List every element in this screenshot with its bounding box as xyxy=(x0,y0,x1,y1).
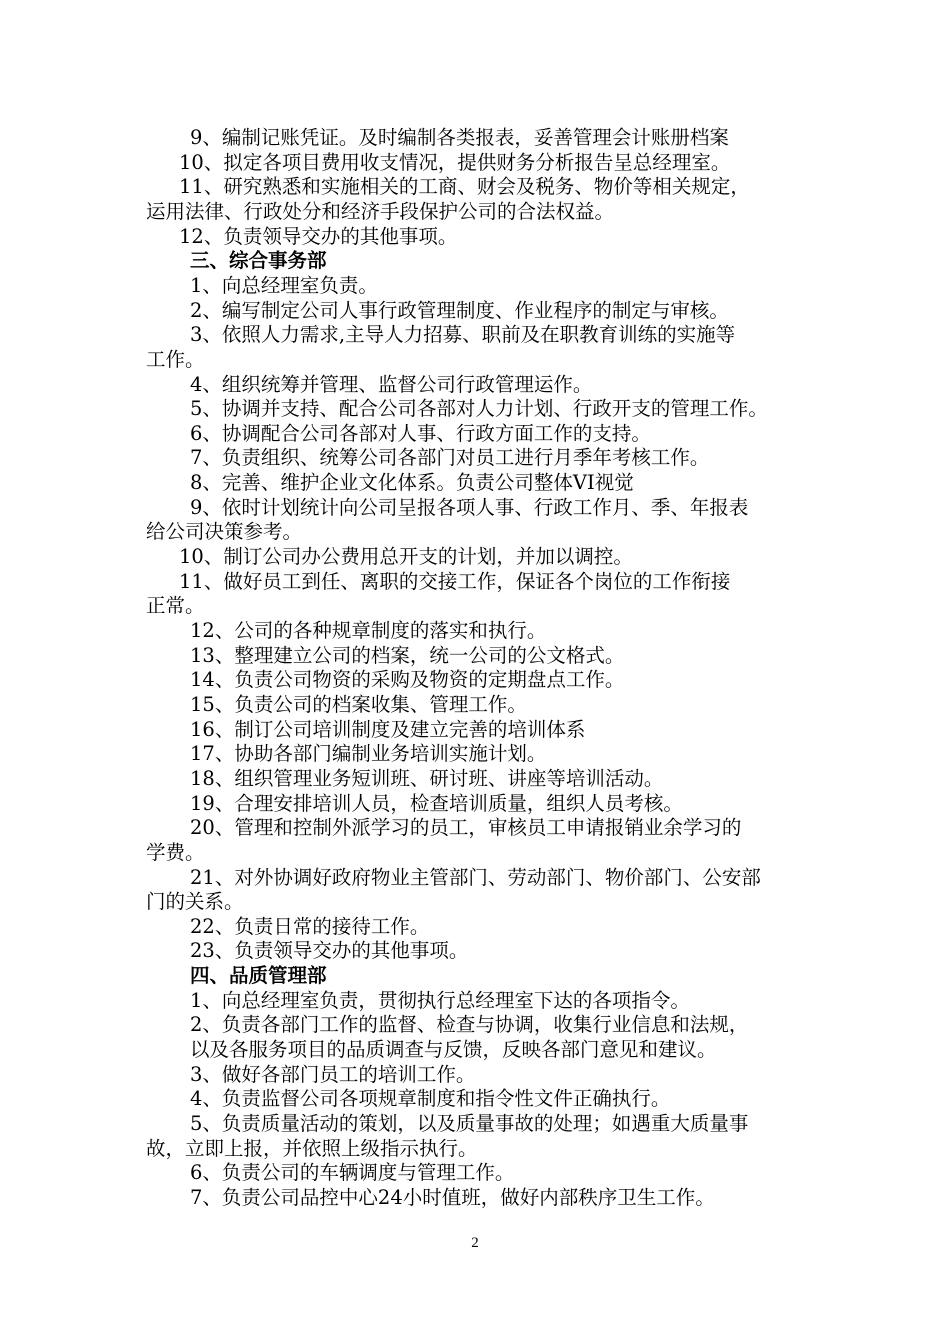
text-line: 7、负责公司品控中心24小时值班，做好内部秩序卫生工作。 xyxy=(190,1186,715,1209)
text-line: 18、组织管理业务短训班、研讨班、讲座等培训活动。 xyxy=(190,766,664,790)
text-line: 4、组织统筹并管理、监督公司行政管理运作。 xyxy=(190,372,593,396)
text-line: 20、管理和控制外派学习的员工，审核员工申请报销业余学习的 xyxy=(190,816,742,840)
text-line: 学费。 xyxy=(146,840,205,864)
text-line: 16、制订公司培训制度及建立完善的培训体系 xyxy=(190,717,586,741)
text-line: 10、制订公司办公费用总开支的计划，并加以调控。 xyxy=(179,545,633,568)
text-line: 17、协助各部门编制业务培训实施计划。 xyxy=(190,742,547,766)
text-line: 2、负责各部门工作的监督、检查与协调，收集行业信息和法规， xyxy=(190,1013,749,1037)
text-line: 正常。 xyxy=(146,594,205,618)
text-line: 2、编写制定公司人事行政管理制度、作业程序的制定与审核。 xyxy=(190,298,729,322)
text-line: 19、合理安排培训人员，检查培训质量，组织人员考核。 xyxy=(190,791,683,815)
section-heading: 四、品质管理部 xyxy=(190,964,327,988)
text-line: 9、编制记账凭证。及时编制各类报表，妥善管理会计账册档案 xyxy=(190,126,729,149)
text-line: 以及各服务项目的品质调查与反馈，反映各部门意见和建议。 xyxy=(190,1038,717,1061)
page-number: 2 xyxy=(471,1235,479,1251)
text-line: 5、协调并支持、配合公司各部对人力计划、行政开支的管理工作。 xyxy=(190,397,768,421)
text-line: 15、负责公司的档案收集、管理工作。 xyxy=(190,692,527,716)
text-line: 1、向总经理室负责。 xyxy=(190,273,378,297)
text-line: 22、负责日常的接待工作。 xyxy=(190,914,430,938)
text-line: 14、负责公司物资的采购及物资的定期盘点工作。 xyxy=(190,668,625,692)
text-line: 12、公司的各种规章制度的落实和执行。 xyxy=(190,619,547,642)
text-line: 4、负责监督公司各项规章制度和指令性文件正确执行。 xyxy=(190,1087,671,1111)
text-line: 门的关系。 xyxy=(146,890,244,914)
text-line: 故，立即上报，并依照上级指示执行。 xyxy=(146,1136,478,1160)
text-line: 21、对外协调好政府物业主管部门、劳动部门、物价部门、公安部 xyxy=(190,865,761,889)
text-line: 6、协调配合公司各部对人事、行政方面工作的支持。 xyxy=(190,421,651,445)
text-line: 运用法律、行政处分和经济手段保护公司的合法权益。 xyxy=(146,199,615,223)
text-line: 23、负责领导交办的其他事项。 xyxy=(190,939,469,963)
text-line: 11、研究熟悉和实施相关的工商、财会及税务、物价等相关规定， xyxy=(179,175,750,199)
section-heading: 三、综合事务部 xyxy=(190,249,327,273)
text-line: 10、拟定各项目费用收支情况，提供财务分析报告呈总经理室。 xyxy=(179,150,731,174)
text-line: 6、负责公司的车辆调度与管理工作。 xyxy=(190,1161,515,1185)
text-line: 12、负责领导交办的其他事项。 xyxy=(179,224,458,248)
text-line: 3、依照人力需求,主导人力招募、职前及在职教育训练的实施等 xyxy=(190,323,736,347)
text-line: 给公司决策参考。 xyxy=(146,520,303,544)
text-line: 7、负责组织、统筹公司各部门对员工进行月季年考核工作。 xyxy=(190,446,710,470)
text-line: 13、整理建立公司的档案，统一公司的公文格式。 xyxy=(190,643,625,667)
text-line: 8、完善、维护企业文化体系。负责公司整体VI视觉 xyxy=(190,471,634,495)
text-line: 工作。 xyxy=(146,347,205,371)
text-line: 1、向总经理室负责，贯彻执行总经理室下达的各项指令。 xyxy=(190,988,690,1012)
text-line: 11、做好员工到任、离职的交接工作，保证各个岗位的工作衔接 xyxy=(179,569,731,593)
text-line: 9、依时计划统计向公司呈报各项人事、行政工作月、季、年报表 xyxy=(190,495,749,519)
text-line: 5、负责质量活动的策划，以及质量事故的处理；如遇重大质量事 xyxy=(190,1112,749,1135)
text-line: 3、做好各部门员工的培训工作。 xyxy=(190,1062,476,1086)
